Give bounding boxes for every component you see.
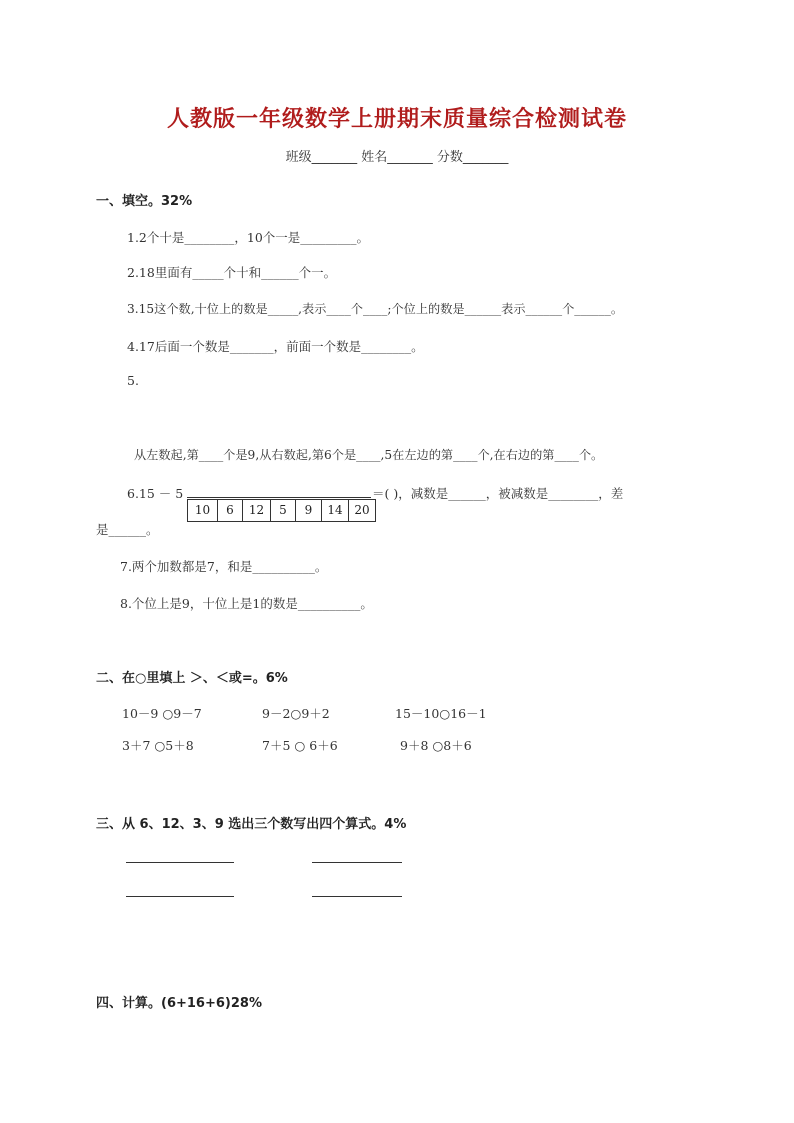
question-7: 7.两个加数都是7，和是__________。 xyxy=(120,559,328,574)
answer-line xyxy=(312,862,402,863)
question-5: 5. xyxy=(127,373,139,388)
question-8: 8.个位上是9，十位上是1的数是__________。 xyxy=(120,596,373,611)
compare-item: 10－9 ○9－7 xyxy=(122,706,202,721)
number-cell: 14 xyxy=(322,500,349,521)
number-cell: 20 xyxy=(354,503,370,517)
question-6-right: ＝( )，减数是______，被减数是________，差 xyxy=(372,486,624,501)
question-1: 1.2个十是________，10个一是_________。 xyxy=(127,230,370,245)
number-cell: 5 xyxy=(271,500,296,521)
answer-line xyxy=(126,896,234,897)
question-2: 2.18里面有_____个十和______个一。 xyxy=(127,265,337,280)
question-5-text: 从左数起,第____个是9,从右数起,第6个是____,5在左边的第____个,在右边的第____个。 xyxy=(134,448,604,462)
question-4: 4.17后面一个数是_______，前面一个数是________。 xyxy=(127,339,424,354)
section-4-heading: 四、计算。(6+16+6)28% xyxy=(96,996,262,1011)
compare-item: 15－10○16－1 xyxy=(395,706,487,721)
question-6-left: 6.15 － 5 xyxy=(127,486,184,501)
number-cell: 6 xyxy=(218,500,243,521)
number-cell: 12 xyxy=(243,500,271,521)
page-title: 人教版一年级数学上册期末质量综合检测试卷 xyxy=(166,106,627,132)
question-3: 3.15这个数,十位上的数是_____,表示____个____;个位上的数是______表示______个______。 xyxy=(127,302,624,316)
section-2-heading: 二、在○里填上 ＞、＜或=。6% xyxy=(96,671,288,686)
compare-item: 7＋5 ○ 6＋6 xyxy=(262,738,338,753)
question-6-blank-line xyxy=(187,497,371,498)
section-3-heading: 三、从 6、12、3、9 选出三个数写出四个算式。4% xyxy=(96,817,407,832)
answer-line xyxy=(312,896,402,897)
number-cell: 10 xyxy=(188,500,218,521)
compare-item: 9－2○9＋2 xyxy=(262,706,330,721)
student-info-line: 班级_______ 姓名_______ 分数_______ xyxy=(285,150,509,165)
section-1-heading: 一、填空。32% xyxy=(96,194,193,209)
question-6-continuation: 是______。 xyxy=(96,522,159,537)
question-6-number-box xyxy=(187,499,376,522)
compare-item: 3＋7 ○5＋8 xyxy=(122,738,194,753)
compare-item: 9＋8 ○8＋6 xyxy=(400,738,472,753)
number-cell: 9 xyxy=(296,500,322,521)
answer-line xyxy=(126,862,234,863)
